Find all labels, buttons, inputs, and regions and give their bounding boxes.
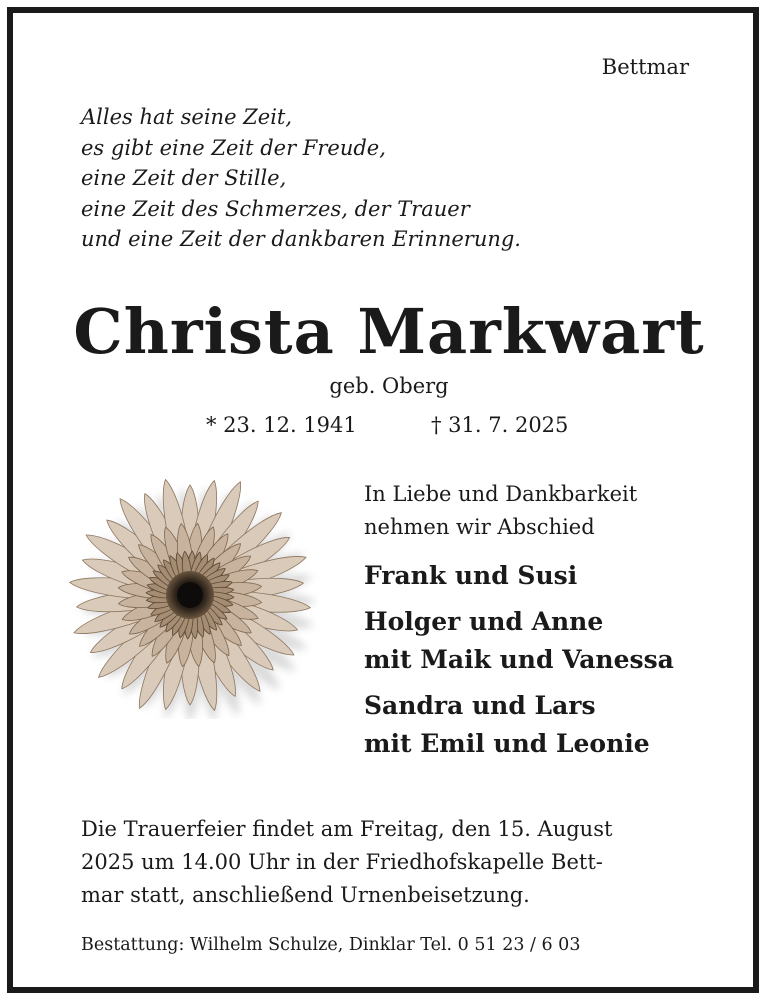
intro-line: nehmen wir Abschied xyxy=(364,515,595,539)
poem-line: eine Zeit des Schmerzes, der Trauer xyxy=(81,196,470,221)
intro-text xyxy=(364,478,637,544)
poem-line: und eine Zeit der dankbaren Erinnerung. xyxy=(81,227,521,251)
intro-line: In Liebe und Dankbarkeit xyxy=(364,482,638,506)
service-line: 2025 um 14.00 Uhr in der Friedhofskapelle Bett- xyxy=(81,850,603,874)
deceased-name: Christa Markwart xyxy=(73,295,705,368)
poem-line: Alles hat seine Zeit, xyxy=(81,105,293,129)
service-line: mar statt, anschließend Urnenbeisetzung. xyxy=(81,883,530,907)
mourner-group xyxy=(364,557,674,595)
mourners-list xyxy=(364,557,674,771)
mourner-line: Frank und Susi xyxy=(364,561,578,590)
undertaker-info: Bestattung: Wilhelm Schulze, Dinklar Tel. 0 51 23 / 6 03 xyxy=(81,935,581,955)
service-notice xyxy=(81,813,711,912)
flower-core xyxy=(177,582,203,608)
mourner-line: Holger und Anne xyxy=(364,607,604,636)
gerbera-flower-icon xyxy=(57,471,319,719)
mourner-line: mit Emil und Leonie xyxy=(364,729,650,758)
mourner-line: mit Maik und Vanessa xyxy=(364,645,674,674)
poem-line: es gibt eine Zeit der Freude, xyxy=(81,135,386,160)
birth-date: * 23. 12. 1941 xyxy=(206,413,357,437)
mourner-group xyxy=(364,687,674,763)
birth-name: geb. Oberg xyxy=(329,374,449,398)
obituary-frame xyxy=(7,7,759,993)
service-line: Die Trauerfeier findet am Freitag, den 15. August xyxy=(81,817,613,841)
poem-line: eine Zeit der Stille, xyxy=(81,166,287,190)
poem xyxy=(81,102,521,255)
mourner-group xyxy=(364,603,674,679)
death-date: † 31. 7. 2025 xyxy=(431,413,569,437)
place-name: Bettmar xyxy=(601,55,689,79)
mourner-line: Sandra und Lars xyxy=(364,691,596,720)
